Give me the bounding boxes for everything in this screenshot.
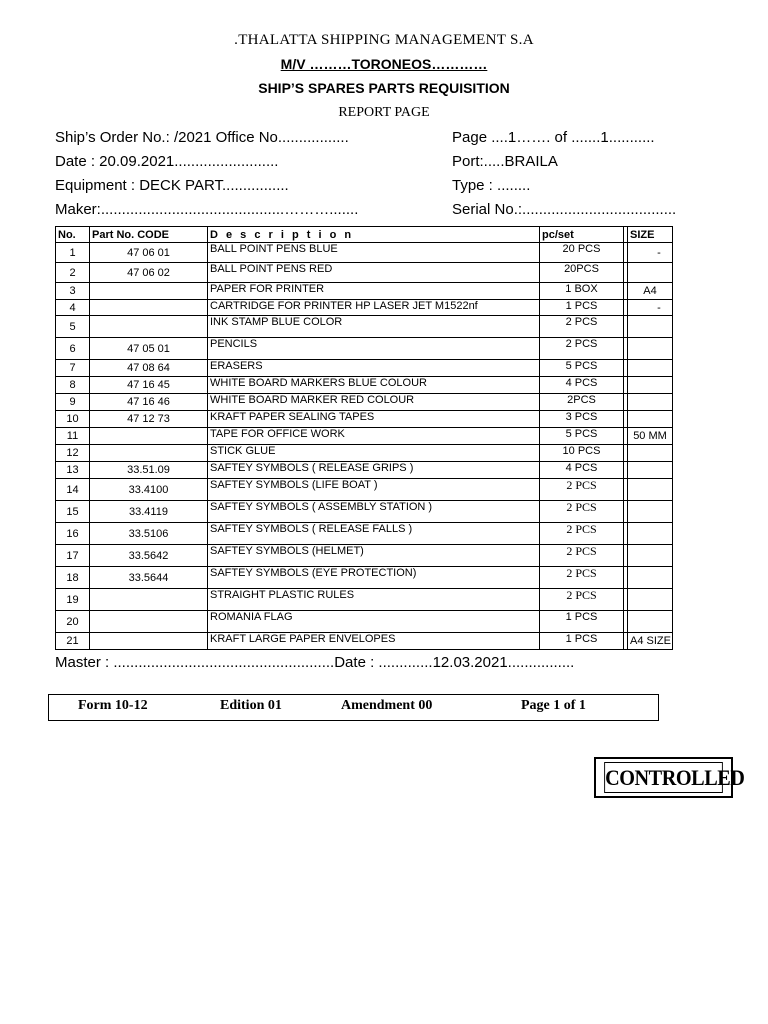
row-description: SAFTEY SYMBOLS (LIFE BOAT )	[208, 479, 540, 501]
row-quantity: 2 PCS	[540, 545, 624, 567]
row-description: KRAFT LARGE PAPER ENVELOPES	[208, 633, 540, 650]
row-size: A4	[628, 283, 673, 300]
page-subtitle: REPORT PAGE	[338, 105, 430, 120]
controlled-stamp	[594, 757, 745, 798]
amendment-number: Amendment 00	[341, 698, 433, 713]
row-description: ROMANIA FLAG	[208, 611, 540, 633]
row-quantity: 1 BOX	[540, 283, 624, 300]
controlled-stamp-text: CONTROLLED	[604, 762, 723, 793]
row-number: 6	[56, 338, 90, 360]
row-part-code	[90, 611, 208, 633]
order-number-field: Ship’s Order No.: /2021 Office No.................	[55, 129, 349, 146]
maker-field: Maker:............................................……….......	[55, 201, 359, 218]
row-number: 21	[56, 633, 90, 650]
row-number: 5	[56, 316, 90, 338]
table-row	[56, 283, 673, 300]
page-field: Page ....1……. of .......1...........	[452, 129, 655, 146]
row-part-code: 33.5644	[90, 567, 208, 589]
row-size	[628, 589, 673, 611]
row-part-code: 33.4119	[90, 501, 208, 523]
row-quantity: 3 PCS	[540, 411, 624, 428]
row-number: 8	[56, 377, 90, 394]
port-field: Port:.....BRAILA	[452, 153, 558, 170]
table-row	[56, 445, 673, 462]
row-number: 2	[56, 263, 90, 283]
header-no: No.	[56, 227, 90, 243]
row-part-code: 33.4100	[90, 479, 208, 501]
row-size	[628, 360, 673, 377]
header-description: D e s c r i p t i o n	[208, 227, 540, 243]
row-quantity: 2 PCS	[540, 501, 624, 523]
table-row	[56, 633, 673, 650]
table-row	[56, 462, 673, 479]
row-quantity: 2 PCS	[540, 479, 624, 501]
row-number: 7	[56, 360, 90, 377]
row-quantity: 2 PCS	[540, 567, 624, 589]
type-field: Type : ........	[452, 177, 531, 194]
row-quantity: 4 PCS	[540, 377, 624, 394]
row-quantity: 20 PCS	[540, 243, 624, 263]
row-description: SAFTEY SYMBOLS ( RELEASE FALLS )	[208, 523, 540, 545]
row-description: SAFTEY SYMBOLS (EYE PROTECTION)	[208, 567, 540, 589]
row-size	[628, 338, 673, 360]
row-size: 50 MM	[628, 428, 673, 445]
table-row	[56, 316, 673, 338]
form-info-box	[48, 694, 659, 721]
company-name: .THALATTA SHIPPING MANAGEMENT S.A	[234, 32, 534, 48]
row-number: 3	[56, 283, 90, 300]
table-row	[56, 479, 673, 501]
form-number: Form 10-12	[78, 698, 148, 713]
row-number: 4	[56, 300, 90, 316]
table-row	[56, 300, 673, 316]
row-part-code: 47 16 46	[90, 394, 208, 411]
table-row	[56, 360, 673, 377]
row-size	[628, 545, 673, 567]
row-size	[628, 411, 673, 428]
row-size	[628, 462, 673, 479]
row-description: SAFTEY SYMBOLS ( ASSEMBLY STATION )	[208, 501, 540, 523]
table-row	[56, 263, 673, 283]
row-description: ERASERS	[208, 360, 540, 377]
row-description: WHITE BOARD MARKER RED COLOUR	[208, 394, 540, 411]
date-field: Date : 20.09.2021.........................	[55, 153, 279, 170]
row-description: KRAFT PAPER SEALING TAPES	[208, 411, 540, 428]
row-description: SAFTEY SYMBOLS (HELMET)	[208, 545, 540, 567]
master-signature-line: Master : .....................................................Date : .............12.03.2021................	[55, 654, 575, 671]
row-size	[628, 445, 673, 462]
table-row	[56, 567, 673, 589]
row-part-code	[90, 283, 208, 300]
row-quantity: 4 PCS	[540, 462, 624, 479]
row-quantity: 2 PCS	[540, 523, 624, 545]
row-size	[628, 479, 673, 501]
row-part-code	[90, 428, 208, 445]
header-part: Part No. CODE	[90, 227, 208, 243]
row-number: 14	[56, 479, 90, 501]
row-number: 1	[56, 243, 90, 263]
row-number: 16	[56, 523, 90, 545]
row-quantity: 1 PCS	[540, 633, 624, 650]
row-description: SAFTEY SYMBOLS ( RELEASE GRIPS )	[208, 462, 540, 479]
table-row	[56, 243, 673, 263]
spares-table	[55, 226, 673, 650]
row-part-code: 33.5106	[90, 523, 208, 545]
row-number: 9	[56, 394, 90, 411]
row-quantity: 1 PCS	[540, 611, 624, 633]
row-quantity: 1 PCS	[540, 300, 624, 316]
row-size: -	[628, 243, 673, 263]
row-part-code: 33.51.09	[90, 462, 208, 479]
row-quantity: 20PCS	[540, 263, 624, 283]
row-quantity: 2 PCS	[540, 338, 624, 360]
row-number: 15	[56, 501, 90, 523]
row-description: TAPE FOR OFFICE WORK	[208, 428, 540, 445]
row-number: 18	[56, 567, 90, 589]
vessel-name: M/V ………TORONEOS…………	[280, 56, 488, 72]
row-part-code: 47 06 02	[90, 263, 208, 283]
page-title: SHIP’S SPARES PARTS REQUISITION	[258, 80, 510, 96]
row-part-code: 47 12 73	[90, 411, 208, 428]
row-quantity: 10 PCS	[540, 445, 624, 462]
row-number: 11	[56, 428, 90, 445]
row-description: WHITE BOARD MARKERS BLUE COLOUR	[208, 377, 540, 394]
row-description: STRAIGHT PLASTIC RULES	[208, 589, 540, 611]
row-part-code: 47 06 01	[90, 243, 208, 263]
row-part-code	[90, 445, 208, 462]
row-size	[628, 523, 673, 545]
row-size	[628, 316, 673, 338]
header-qty: pc/set	[540, 227, 624, 243]
table-row	[56, 589, 673, 611]
row-part-code	[90, 589, 208, 611]
row-size: A4 SIZE	[628, 633, 673, 650]
row-quantity: 2 PCS	[540, 316, 624, 338]
row-description: PENCILS	[208, 338, 540, 360]
equipment-field: Equipment : DECK PART................	[55, 177, 289, 194]
row-description: INK STAMP BLUE COLOR	[208, 316, 540, 338]
row-part-code: 47 16 45	[90, 377, 208, 394]
row-description: STICK GLUE	[208, 445, 540, 462]
row-description: PAPER FOR PRINTER	[208, 283, 540, 300]
row-size	[628, 263, 673, 283]
table-row	[56, 523, 673, 545]
edition-number: Edition 01	[220, 698, 282, 713]
row-description: CARTRIDGE FOR PRINTER HP LASER JET M1522nf	[208, 300, 540, 316]
row-size	[628, 611, 673, 633]
row-size: -	[628, 300, 673, 316]
row-part-code	[90, 633, 208, 650]
row-part-code: 33.5642	[90, 545, 208, 567]
row-quantity: 2 PCS	[540, 589, 624, 611]
form-page-number: Page 1 of 1	[521, 698, 586, 713]
row-description: BALL POINT PENS RED	[208, 263, 540, 283]
table-row	[56, 501, 673, 523]
row-size	[628, 377, 673, 394]
row-number: 10	[56, 411, 90, 428]
row-number: 20	[56, 611, 90, 633]
serial-field: Serial No.:.....................................	[452, 201, 677, 218]
table-row	[56, 545, 673, 567]
header-size: SIZE	[628, 227, 673, 243]
row-size	[628, 394, 673, 411]
row-size	[628, 567, 673, 589]
table-row	[56, 428, 673, 445]
row-part-code: 47 05 01	[90, 338, 208, 360]
table-header-row	[56, 227, 673, 243]
row-number: 13	[56, 462, 90, 479]
row-part-code	[90, 300, 208, 316]
table-row	[56, 338, 673, 360]
row-part-code	[90, 316, 208, 338]
row-part-code: 47 08 64	[90, 360, 208, 377]
row-quantity: 5 PCS	[540, 360, 624, 377]
table-row	[56, 377, 673, 394]
row-number: 12	[56, 445, 90, 462]
row-number: 17	[56, 545, 90, 567]
row-size	[628, 501, 673, 523]
row-description: BALL POINT PENS BLUE	[208, 243, 540, 263]
row-quantity: 2PCS	[540, 394, 624, 411]
row-number: 19	[56, 589, 90, 611]
table-row	[56, 394, 673, 411]
table-row	[56, 411, 673, 428]
table-row	[56, 611, 673, 633]
row-quantity: 5 PCS	[540, 428, 624, 445]
